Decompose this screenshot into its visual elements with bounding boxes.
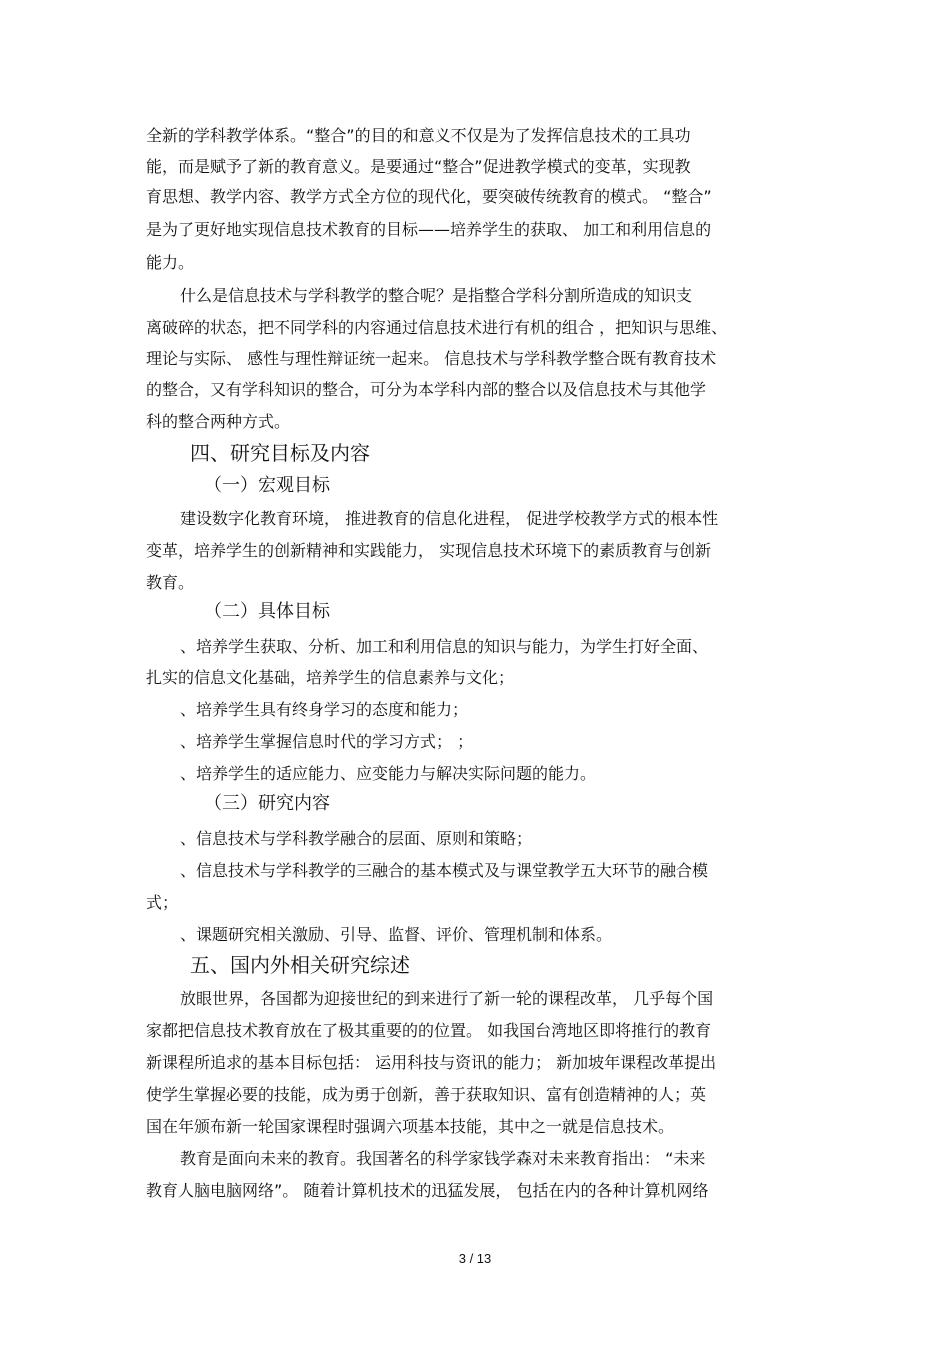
body-line: 育思想、教学内容、教学方式全方位的现代化，要突破传统教育的模式。 “整合” [146,187,712,206]
body-line: 能，而是赋予了新的教育意义。是要通过“整合”促进教学模式的变革，实现教 [146,157,691,176]
body-line: 扎实的信息文化基础，培养学生的信息素养与文化； [146,668,515,687]
list-item: 、培养学生的适应能力、应变能力与解决实际问题的能力。 [180,764,597,783]
body-line: 教育。 [146,573,195,592]
body-line: 变革，培养学生的创新精神和实践能力， 实现信息技术环境下的素质教育与创新 [146,541,712,560]
body-line: 全新的学科教学体系。“整合”的目的和意义不仅是为了发挥信息技术的工具功 [146,126,691,145]
body-line: 新课程所追求的基本目标包括： 运用科技与资讯的能力； 新加坡年课程改革提出 [146,1053,717,1072]
body-line: 的整合，又有学科知识的整合，可分为本学科内部的整合以及信息技术与其他学 [146,380,707,399]
body-line: 什么是信息技术与学科教学的整合呢？是指整合学科分割所造成的知识支 [180,286,693,305]
body-line: 教育人脑电脑网络”。 随着计算机技术的迅猛发展， 包括在内的各种计算机网络 [146,1181,709,1200]
body-line: 国在年颁布新一轮国家课程时强调六项基本技能，其中之一就是信息技术。 [146,1117,675,1136]
body-line: 使学生掌握必要的技能，成为勇于创新，善于获取知识、富有创造精神的人；英 [146,1085,707,1104]
body-line: 家都把信息技术教育放在了极其重要的的位置。 如我国台湾地区即将推行的教育 [146,1021,712,1040]
subsection-heading: （三）研究内容 [204,793,330,814]
body-line: 离破碎的状态，把不同学科的内容通过信息技术进行有机的组合 ，把知识与思维、 [146,318,728,337]
list-item: 、信息技术与学科教学的三融合的基本模式及与课堂教学五大环节的融合模 [180,861,709,880]
body-line: 放眼世界，各国都为迎接世纪的到来进行了新一轮的课程改革， 几乎每个国 [180,989,714,1008]
subsection-heading: （二）具体目标 [204,601,330,622]
list-item: 、培养学生获取、分析、加工和利用信息的知识与能力，为学生打好全面、 [180,637,709,656]
subsection-heading: （一）宏观目标 [204,475,330,496]
section-heading: 五、国内外相关研究综述 [190,953,410,977]
body-line: 理论与实际、 感性与理性辩证统一起来。 信息技术与学科教学整合既有教育技术 [146,349,717,368]
body-line: 建设数字化教育环境， 推进教育的信息化进程， 促进学校教学方式的根本性 [180,509,719,528]
list-item: 、培养学生掌握信息时代的学习方式； ； [180,732,474,751]
body-line: 教育是面向未来的教育。我国著名的科学家钱学森对未来教育指出： “未来 [180,1149,706,1168]
section-heading: 四、研究目标及内容 [190,441,370,465]
page-number: 3 / 13 [458,1251,492,1266]
body-line: 科的整合两种方式。 [146,412,291,431]
list-item: 、课题研究相关激励、引导、监督、评价、管理机制和体系。 [180,925,613,944]
list-item: 、培养学生具有终身学习的态度和能力； [180,700,469,719]
list-item: 、信息技术与学科教学融合的层面、原则和策略； [180,829,533,848]
body-line: 式； [146,893,179,912]
body-line: 能力。 [146,253,195,272]
body-line: 是为了更好地实现信息技术教育的目标——培养学生的获取、 加工和利用信息的 [146,220,712,239]
